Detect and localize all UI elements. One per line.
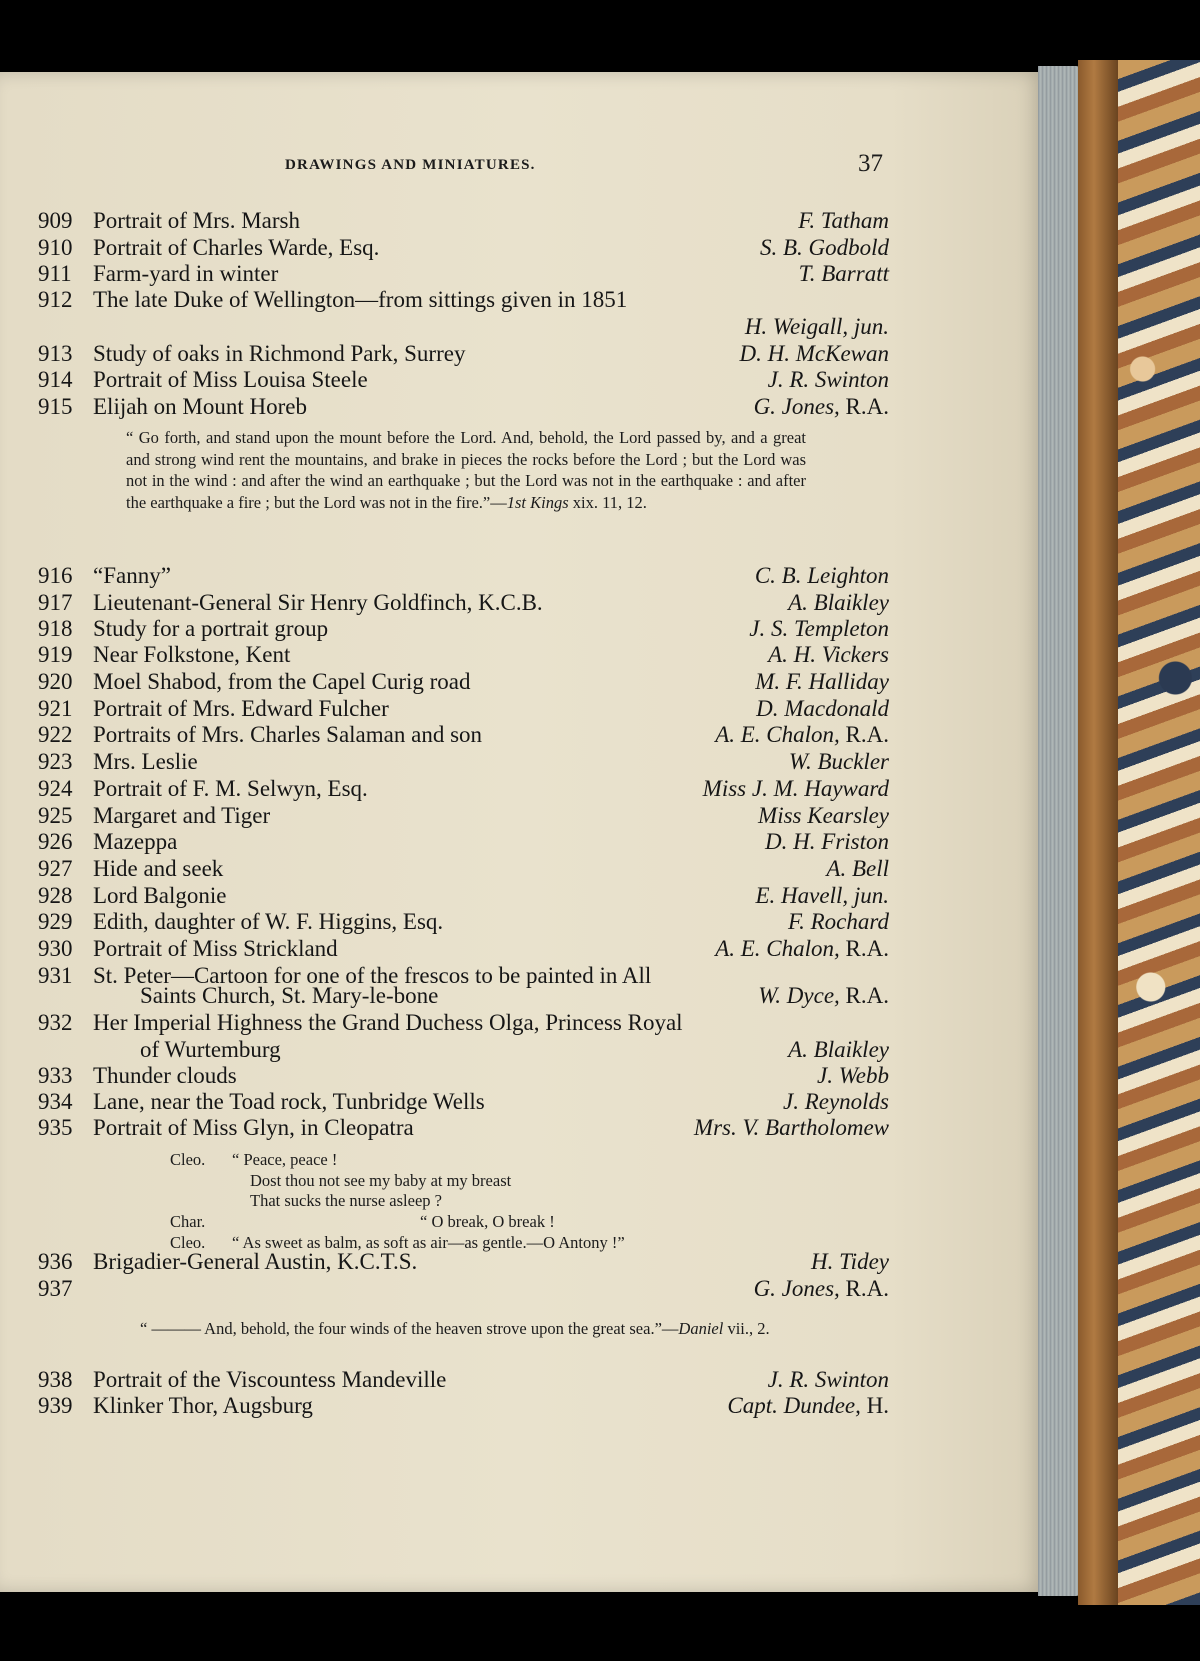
artist-name: A. E. Chalon, bbox=[715, 722, 840, 747]
artist-name: J. Webb bbox=[817, 1063, 889, 1088]
entry-title: Lieutenant-General Sir Henry Goldfinch, K.C.B. bbox=[93, 590, 543, 615]
entry-artist bbox=[768, 1367, 889, 1393]
entry-925 bbox=[0, 803, 1045, 830]
artist-name: Capt. Dundee, bbox=[727, 1393, 861, 1418]
entry-number: 914 bbox=[38, 367, 73, 392]
entry-artist bbox=[755, 669, 889, 695]
entry-artist bbox=[798, 208, 889, 234]
quotation-reference: 1st Kings bbox=[506, 492, 569, 512]
entry-911 bbox=[0, 261, 1045, 288]
entry-number: 918 bbox=[38, 616, 73, 641]
artist-name: A. E. Chalon, bbox=[715, 936, 840, 961]
entry-title: Her Imperial Highness the Grand Duchess Olga, Princess Royal bbox=[93, 1010, 683, 1035]
entry-artist bbox=[765, 829, 889, 855]
entry-934 bbox=[0, 1089, 1045, 1116]
entry-number: 912 bbox=[38, 287, 73, 312]
entry-artist bbox=[715, 936, 889, 962]
entry-title: Klinker Thor, Augsburg bbox=[93, 1393, 313, 1418]
quotation-text: “ ——— And, behold, the four winds of the heaven strove upon the great sea.”— bbox=[140, 1319, 679, 1338]
artist-name: D. Macdonald bbox=[756, 696, 889, 721]
artist-name: W. Buckler bbox=[788, 749, 889, 774]
artist-name: A. Blaikley bbox=[788, 590, 889, 615]
entry-artist bbox=[756, 883, 890, 909]
entry-number: 917 bbox=[38, 590, 73, 615]
artist-name: W. Dyce, bbox=[758, 983, 840, 1008]
entry-artist bbox=[788, 590, 889, 616]
entry-number: 936 bbox=[38, 1249, 73, 1274]
entry-artist bbox=[811, 1249, 889, 1275]
entry-title: Farm-yard in winter bbox=[93, 261, 279, 286]
entry-number: 930 bbox=[38, 936, 73, 961]
quotation-reference: Daniel bbox=[678, 1319, 724, 1338]
entry-912 bbox=[0, 287, 1045, 339]
artist-suffix: R.A. bbox=[839, 983, 889, 1008]
entry-artist bbox=[754, 1276, 889, 1302]
entry-927 bbox=[0, 856, 1045, 883]
entry-artist bbox=[768, 367, 889, 393]
entry-918 bbox=[0, 616, 1045, 643]
entry-935 bbox=[0, 1115, 1045, 1142]
artist-name: J. Reynolds bbox=[782, 1089, 889, 1114]
entry-artist bbox=[758, 803, 889, 829]
entry-artist bbox=[745, 314, 889, 340]
artist-suffix: R.A. bbox=[839, 1276, 889, 1301]
artist-suffix: R.A. bbox=[839, 394, 889, 419]
entry-932 bbox=[0, 1010, 1045, 1037]
entry-artist bbox=[703, 776, 889, 802]
artist-suffix: R.A. bbox=[839, 722, 889, 747]
entry-artist bbox=[817, 1063, 889, 1089]
entry-artist bbox=[756, 696, 889, 722]
entry-title: Edith, daughter of W. F. Higgins, Esq. bbox=[93, 909, 444, 934]
entry-artist bbox=[715, 722, 889, 748]
entry-artist bbox=[758, 983, 889, 1009]
entry-artist bbox=[799, 261, 889, 287]
quotation-915 bbox=[126, 427, 806, 513]
artist-name: A. Bell bbox=[826, 856, 889, 881]
entry-title: Portrait of Mrs. Edward Fulcher bbox=[93, 696, 389, 721]
entry-artist bbox=[694, 1115, 889, 1141]
entry-artist bbox=[826, 856, 889, 882]
quotation-937 bbox=[140, 1318, 800, 1340]
entry-artist bbox=[740, 341, 889, 367]
artist-name: J. R. Swinton bbox=[767, 1367, 889, 1392]
dialogue-line: That sucks the nurse asleep ? bbox=[250, 1191, 442, 1210]
entry-artist bbox=[768, 642, 889, 668]
entry-title: Study of oaks in Richmond Park, Surrey bbox=[93, 341, 466, 366]
dialogue-speaker: Char. bbox=[170, 1212, 206, 1231]
artist-name: Miss Kearsley bbox=[758, 803, 889, 828]
entry-920 bbox=[0, 669, 1045, 696]
entry-number: 924 bbox=[38, 776, 73, 801]
entry-title: Elijah on Mount Horeb bbox=[93, 394, 307, 419]
entry-number: 937 bbox=[38, 1276, 73, 1301]
dialogue-speaker: Cleo. bbox=[170, 1233, 206, 1252]
entry-artist bbox=[788, 909, 889, 935]
entry-number: 927 bbox=[38, 856, 73, 881]
entry-title: Study for a portrait group bbox=[93, 616, 329, 641]
entry-number: 922 bbox=[38, 722, 73, 747]
entry-923 bbox=[0, 749, 1045, 776]
book-cover-edge bbox=[1078, 60, 1118, 1605]
artist-name: Mrs. V. Bartholomew bbox=[693, 1115, 889, 1140]
entry-artist bbox=[755, 563, 889, 589]
entry-title: Portrait of Miss Louisa Steele bbox=[93, 367, 368, 392]
entry-924 bbox=[0, 776, 1045, 803]
artist-name: J. S. Templeton bbox=[749, 616, 889, 641]
entry-title: Moel Shabod, from the Capel Curig road bbox=[93, 669, 471, 694]
dialogue-speaker: Cleo. bbox=[170, 1150, 206, 1169]
entry-938 bbox=[0, 1367, 1045, 1394]
entry-910 bbox=[0, 235, 1045, 262]
entry-number: 920 bbox=[38, 669, 73, 694]
quotation-tail: vii., 2. bbox=[723, 1319, 770, 1338]
marbled-endpaper bbox=[1118, 60, 1200, 1605]
artist-name: D. H. Friston bbox=[765, 829, 889, 854]
entry-917 bbox=[0, 590, 1045, 617]
entry-922 bbox=[0, 722, 1045, 749]
entry-title: Portrait of Charles Warde, Esq. bbox=[93, 235, 380, 260]
artist-name: C. B. Leighton bbox=[754, 563, 889, 588]
entry-number: 932 bbox=[38, 1010, 73, 1035]
entry-909 bbox=[0, 208, 1045, 235]
artist-name: G. Jones, bbox=[753, 1276, 840, 1301]
entry-number: 923 bbox=[38, 749, 73, 774]
entry-937 bbox=[0, 1276, 1045, 1303]
artist-name: A. Blaikley bbox=[788, 1037, 889, 1062]
entry-number: 939 bbox=[38, 1393, 73, 1418]
entry-number: 913 bbox=[38, 341, 73, 366]
artist-name: S. B. Godbold bbox=[759, 235, 889, 260]
dialogue-line: Dost thou not see my baby at my breast bbox=[250, 1171, 512, 1190]
entry-926 bbox=[0, 829, 1045, 856]
entry-931-artist-line bbox=[0, 983, 1045, 1010]
entry-number: 929 bbox=[38, 909, 73, 934]
artist-name: F. Tatham bbox=[798, 208, 889, 233]
artist-name: M. F. Halliday bbox=[755, 669, 889, 694]
entry-919 bbox=[0, 642, 1045, 669]
artist-name: Miss J. M. Hayward bbox=[702, 776, 889, 801]
dialogue-line: “ Peace, peace ! bbox=[232, 1150, 338, 1169]
entry-artist bbox=[789, 749, 889, 775]
artist-suffix: H. bbox=[860, 1393, 889, 1418]
entry-title: Margaret and Tiger bbox=[93, 803, 271, 828]
entry-number: 935 bbox=[38, 1115, 73, 1140]
artist-name: J. R. Swinton bbox=[767, 367, 889, 392]
entry-number: 931 bbox=[38, 963, 73, 988]
entry-title: Near Folkstone, Kent bbox=[93, 642, 291, 667]
entry-number: 925 bbox=[38, 803, 73, 828]
entry-913 bbox=[0, 341, 1045, 368]
entry-936 bbox=[0, 1249, 1045, 1276]
artist-name: H. Weigall, jun. bbox=[744, 314, 889, 339]
entry-number: 909 bbox=[38, 208, 73, 233]
quotation-tail: xix. 11, 12. bbox=[568, 492, 647, 512]
dialogue-line: “ O break, O break ! bbox=[420, 1212, 555, 1231]
entry-928 bbox=[0, 883, 1045, 910]
entry-artist bbox=[788, 1037, 889, 1063]
entry-number: 926 bbox=[38, 829, 73, 854]
entry-number: 938 bbox=[38, 1367, 73, 1392]
entry-title: Hide and seek bbox=[93, 856, 224, 881]
artist-name: H. Tidey bbox=[811, 1249, 889, 1274]
entry-title: Thunder clouds bbox=[93, 1063, 237, 1088]
entry-title: The late Duke of Wellington—from sittings given in 1851 bbox=[93, 287, 628, 312]
entry-number: 911 bbox=[38, 261, 72, 286]
artist-name: E. Havell, jun. bbox=[755, 883, 889, 908]
entry-939 bbox=[0, 1393, 1045, 1420]
artist-name: D. H. McKewan bbox=[739, 341, 889, 366]
entry-number: 928 bbox=[38, 883, 73, 908]
entry-number: 919 bbox=[38, 642, 73, 667]
entry-title: St. Peter—Cartoon for one of the frescos to be painted in All bbox=[93, 963, 652, 988]
entry-916 bbox=[0, 563, 1045, 590]
entry-number: 916 bbox=[38, 563, 73, 588]
entry-title: Portrait of F. M. Selwyn, Esq. bbox=[93, 776, 368, 801]
entry-932-artist-line bbox=[0, 1037, 1045, 1064]
entry-number: 910 bbox=[38, 235, 73, 260]
entry-title: Mrs. Leslie bbox=[93, 749, 198, 774]
artist-name: F. Rochard bbox=[788, 909, 889, 934]
entry-933 bbox=[0, 1063, 1045, 1090]
entry-number: 933 bbox=[38, 1063, 73, 1088]
running-head: DRAWINGS AND MINIATURES. bbox=[285, 157, 536, 173]
entry-title: Portrait of Miss Glyn, in Cleopatra bbox=[93, 1115, 414, 1140]
entry-artist bbox=[754, 394, 889, 420]
dialogue-line: “ As sweet as balm, as soft as air—as gentle.—O Antony !” bbox=[232, 1233, 625, 1252]
entry-title: Portrait of Miss Strickland bbox=[93, 936, 338, 961]
entry-915 bbox=[0, 394, 1045, 421]
page-number: 37 bbox=[858, 150, 883, 177]
artist-suffix: R.A. bbox=[839, 936, 889, 961]
entry-title: “Fanny” bbox=[93, 563, 171, 588]
quotation-text: “ Go forth, and stand upon the mount before the Lord. And, behold, the Lord passed by, and a great and strong wind rent the mountains, and brake in pieces the rocks before the Lord ; but the Lord was not in the wind : and after the wind an earthquake ; but the Lord was not in the earthquake : and after the earthquake a fire ; but the Lord was not in the fire.”— bbox=[126, 428, 806, 512]
entry-title: Brigadier-General Austin, K.C.T.S. bbox=[93, 1249, 418, 1274]
entry-artist bbox=[727, 1393, 889, 1419]
entry-929 bbox=[0, 909, 1045, 936]
entry-number: 921 bbox=[38, 696, 73, 721]
entry-title: Mazeppa bbox=[93, 829, 178, 854]
artist-name: T. Barratt bbox=[798, 261, 889, 286]
continuation-text: of Wurtemburg bbox=[140, 1037, 281, 1062]
entry-title: Lord Balgonie bbox=[93, 883, 227, 908]
entry-title: Portrait of Mrs. Marsh bbox=[93, 208, 300, 233]
entry-title: Lane, near the Toad rock, Tunbridge Wells bbox=[93, 1089, 485, 1114]
artist-name: A. H. Vickers bbox=[768, 642, 889, 667]
entry-930 bbox=[0, 936, 1045, 963]
entry-artist bbox=[749, 616, 889, 642]
entry-title: Portrait of the Viscountess Mandeville bbox=[93, 1367, 447, 1392]
continuation-text: Saints Church, St. Mary-le-bone bbox=[140, 983, 439, 1008]
entry-921 bbox=[0, 696, 1045, 723]
entry-artist bbox=[760, 235, 889, 261]
artist-name: G. Jones, bbox=[753, 394, 840, 419]
entry-914 bbox=[0, 367, 1045, 394]
entry-artist bbox=[783, 1089, 889, 1115]
entry-number: 934 bbox=[38, 1089, 73, 1114]
entry-title: Portraits of Mrs. Charles Salaman and son bbox=[93, 722, 483, 747]
entry-number: 915 bbox=[38, 394, 73, 419]
